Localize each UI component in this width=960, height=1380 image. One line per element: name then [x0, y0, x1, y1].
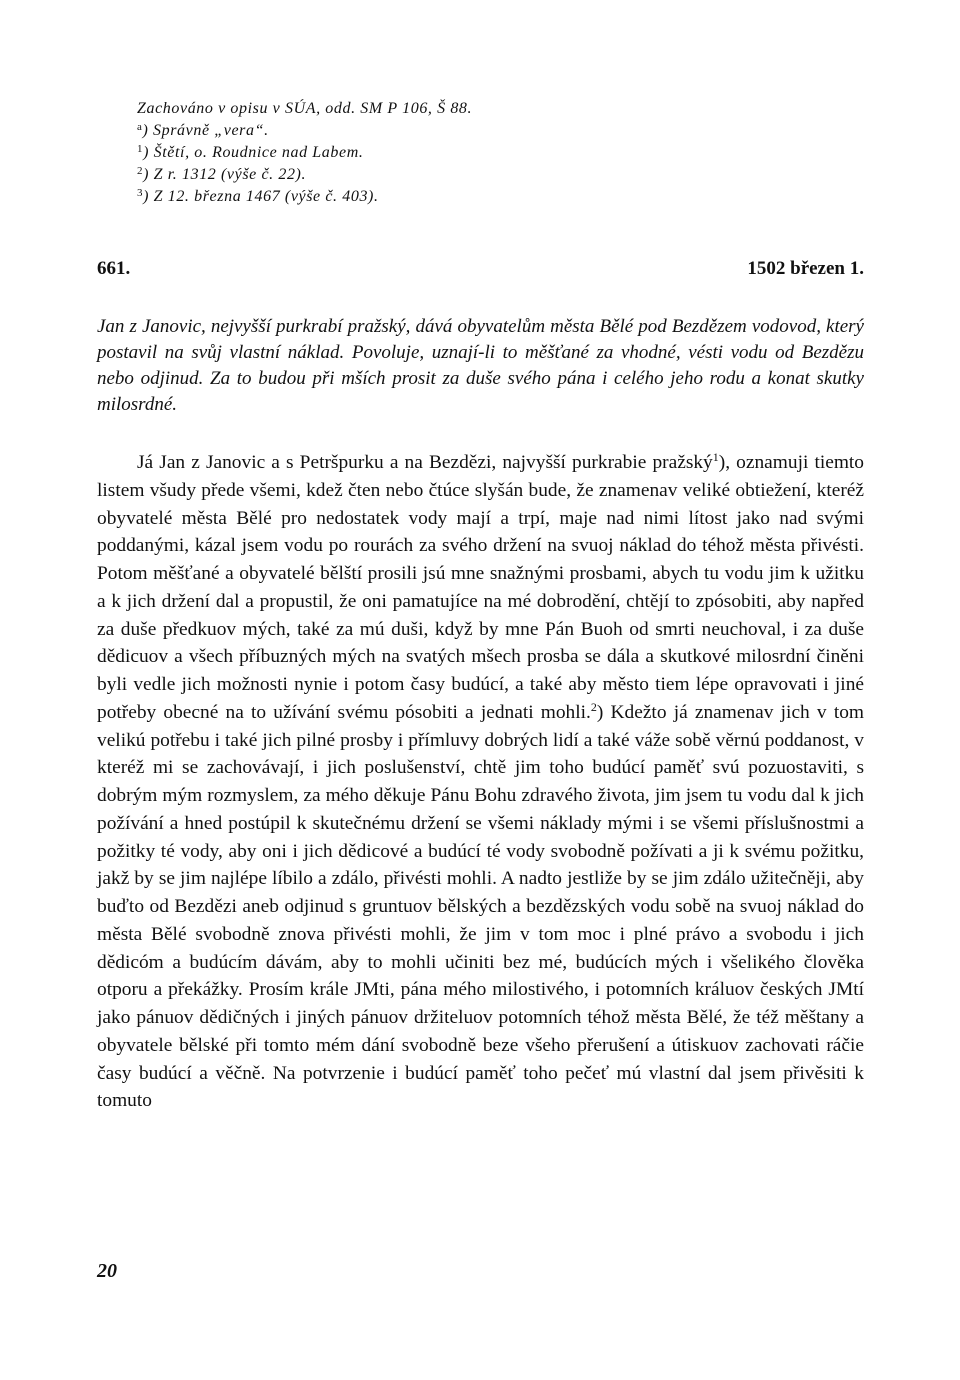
source-note: Zachováno v opisu v SÚA, odd. SM P 106, Š 88.	[137, 100, 473, 117]
footnotes-previous	[137, 98, 757, 208]
footnote-text: ) Štětí, o. Roudnice nad Labem.	[143, 144, 364, 161]
footnote-mark: 3	[137, 187, 144, 199]
body-text-2: ), oznamuji tiemto listem všudy přede všemi, kdež čten nebo čtúce slyšán bude, že znamenav veliké obtiežení, kteréž obyvatelé města Bělé pro nedostatek vody mají a trpí, maje nad nimi lítost jako nad svými poddanými, kázal jsem vodu po rourách za svého držení na svuoj náklad do téhož města přivésti. Potom měšťané a obyvatelé bělští prosili jsú mne snažnými prosbami, abych tu vodu jim k užitku a k jich držení dal a propustil, že oni pamatujíce na mé dobrodění, chtějí to zpósobiti, aby napřed za duše předkuov mých, také za mú duši, když by mne Pán Buoh od smrti neuchoval, i za duše dědicuov a všech příbuzných mých na svatých mšech prosba se dála a skutkové milosrdní činěni byli vedle jich možnosti nynie i potom časy budúcí, a také aby město tiem lépe opravovati i jiné potřeby obecné na to užívání svému pósobiti a jednati mohli.	[97, 452, 865, 723]
footnote-a	[137, 120, 757, 142]
footnote-mark: a	[137, 121, 143, 133]
document-date: 1502 březen 1.	[747, 258, 864, 279]
body-paragraph	[97, 449, 864, 1115]
footnote-ref-1: 1	[712, 450, 719, 464]
footnote-mark: 2	[137, 165, 144, 177]
body-text-1: Já Jan z Janovic a s Petršpurku a na Bezdězi, najvyšší purkrabie pražský	[137, 452, 713, 473]
footnote-3	[137, 186, 757, 208]
footnote-text: ) Správně „vera“.	[142, 122, 269, 139]
footnote-mark: 1	[137, 143, 144, 155]
document-number: 661.	[97, 258, 131, 279]
footnote-ref-2: 2	[590, 699, 597, 714]
body-text-3: ) Kdežto já znamenav jich v tom velikú potřebu i také jich pilné prosby i přímluvy dobrých lidí a také váže sobě věrnú poddanost, v kteréž mi se zachovávají, i jich poslušenství, chtě jim toho budúcí paměť svú pozuostaviti, s dobrým mým rozmyslem, za mého děkuje Pánu Bohu zdravého života, jim jsem tu vodu dal k jich požívání a hned postúpil k skutečnému držení se všemi náklady mými i se všemi příslušnostmi a požitky té vody, aby oni i jich dědicové a budúcí té vody svobodně požívati a ji k svému požitku, jakž by se jim najlépe líbilo a zdálo, přivésti mohli. A nadto jestliže by se jim zdálo užitečněji, aby buďto od Bezdězi aneb odjinud s gruntuov bělských a bezdězských vodu sobě na svuoj náklad do města Bělé svobodně znova přivésti mohli, že jim v tom moc i plné právo a svobodu i jich dědicóm a budúcím dávám, aby to mohli učiniti bez mé, budúcích mých i všelikého člověka otporu a překážky. Prosím krále JMti, pána mého milostivého, i potomních králuov českých JMtí jako pánuov dědičných i jiných pánuov držiteluov potomních téhož města Bělé, že též měštany a obyvatele bělské při tomto mém dání svobodně beze všeho přerušení a útiskuov zachovati ráčie časy budúcí a věčně. Na potvrzenie i budúcí paměť toho pečeť mú vlastní dal jsem přivěsiti k tomuto	[97, 701, 864, 1112]
footnote-text: ) Z 12. března 1467 (výše č. 403).	[143, 188, 379, 205]
footnote-text: ) Z r. 1312 (výše č. 22).	[143, 166, 307, 183]
document-header	[97, 258, 864, 284]
page-number: 20	[97, 1260, 117, 1282]
footnote-2	[137, 164, 757, 186]
footnote-1	[137, 142, 757, 164]
regest-summary: Jan z Janovic, nejvyšší purkrabí pražský, dává obyvatelům města Bělé pod Bezdězem vodovod, který postavil na svůj vlastní náklad. Povoluje, uznají-li to měšťané za vhodné, vésti vodu od Bezdězu nebo odjinud. Za to budou při mších prosit za duše svého pána i celého jeho rodu a konat skutky milosrdné.	[97, 316, 864, 415]
document-body	[97, 449, 864, 1115]
